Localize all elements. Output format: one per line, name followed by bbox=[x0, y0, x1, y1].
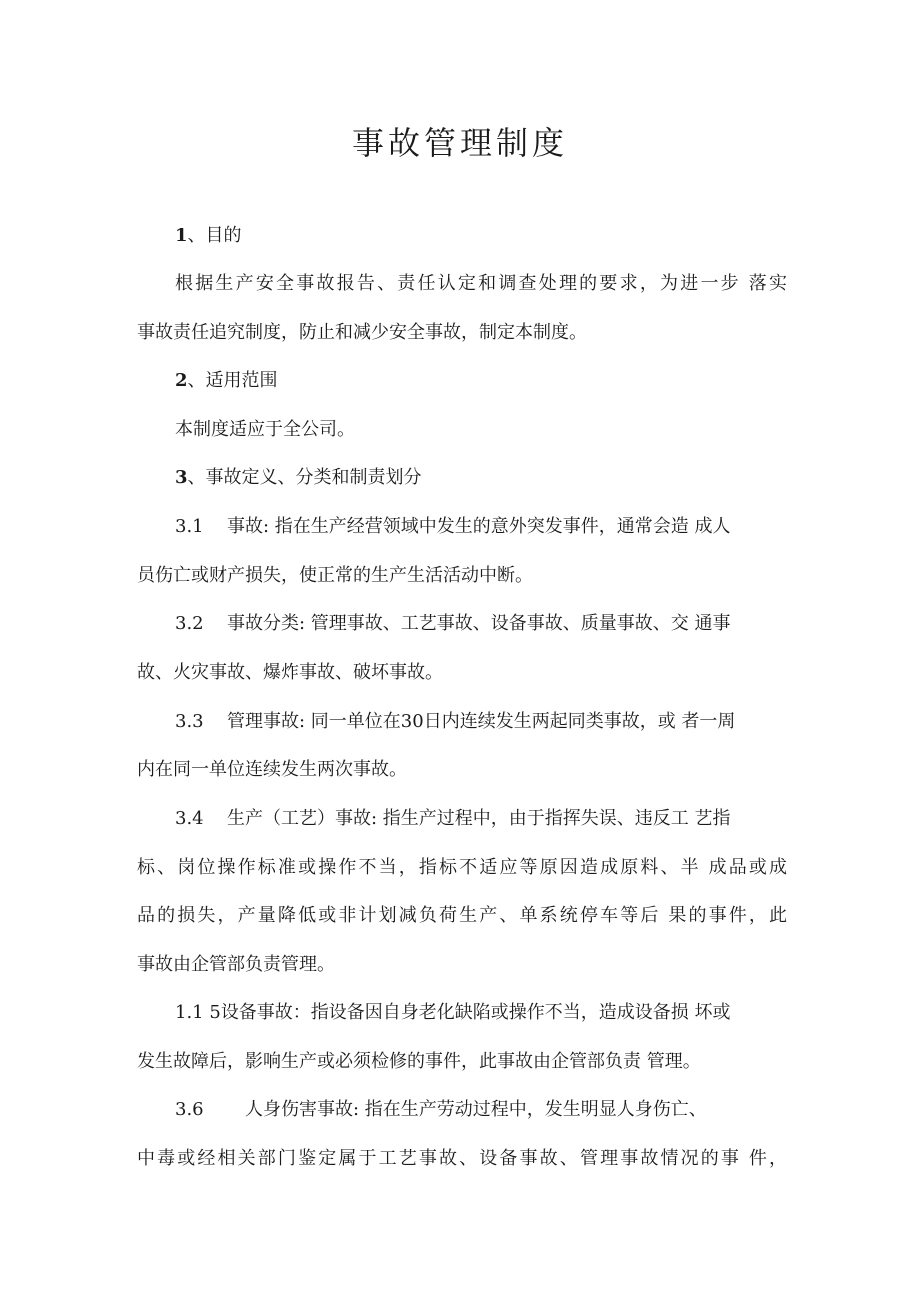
paragraph-line: 发生故障后，影响生产或必须检修的事件，此事故由企管部负责 管理。 bbox=[137, 1051, 701, 1072]
paragraph-line: 本制度适应于全公司。 bbox=[175, 419, 355, 440]
section-3-heading bbox=[175, 466, 825, 490]
paragraph-line: 事故由企管部负责管理。 bbox=[137, 954, 335, 975]
section-title: 、事故定义、分类和制责划分 bbox=[187, 467, 422, 488]
paragraph-line: 标、岗位操作标准或操作不当，指标不适应等原因造成原料、半 成品或成 bbox=[137, 857, 787, 878]
item-number: 3.2 bbox=[175, 613, 204, 634]
item-text: 人身伤害事故: 指在生产劳动过程中，发生明显人身伤亡、 bbox=[245, 1099, 707, 1120]
section-number: 2 bbox=[175, 370, 188, 391]
paragraph-line: 员伤亡或财产损失，使正常的生产生活活动中断。 bbox=[137, 565, 533, 586]
item-text: 设备事故：指设备因自身老化缺陷或操作不当，造成设备损 坏或 bbox=[220, 1002, 731, 1023]
item-text: 生产（工艺）事故: 指生产过程中，由于指挥失误、违反工 艺指 bbox=[227, 808, 731, 829]
item-number: 3.6 bbox=[175, 1099, 204, 1120]
item-3-6-line bbox=[175, 1098, 787, 1122]
item-number: 3.3 bbox=[175, 711, 204, 732]
item-3-4-line bbox=[175, 807, 787, 831]
page-title: 事故管理制度 bbox=[351, 124, 568, 162]
section-title: 、适用范围 bbox=[187, 370, 278, 391]
section-number: 1 bbox=[175, 225, 188, 246]
item-number: 3.1 bbox=[175, 516, 204, 537]
item-3-5-line bbox=[175, 1001, 787, 1025]
item-3-3-line bbox=[175, 710, 787, 734]
item-number: 3.4 bbox=[175, 808, 204, 829]
item-3-2-line bbox=[175, 612, 787, 636]
item-3-1-line bbox=[175, 515, 787, 539]
section-number: 3 bbox=[175, 467, 188, 488]
paragraph-line: 事故责任追究制度，防止和减少安全事故，制定本制度。 bbox=[137, 322, 587, 343]
item-number: 1.1 5 bbox=[175, 1002, 221, 1023]
section-2-heading bbox=[175, 369, 825, 393]
item-text: 事故分类: 管理事故、工艺事故、设备事故、质量事故、交 通事 bbox=[227, 613, 731, 634]
paragraph-line: 故、火灾事故、爆炸事故、破坏事故。 bbox=[137, 662, 443, 683]
paragraph-line: 品的损失，产量降低或非计划减负荷生产、单系统停车等后 果的事件，此 bbox=[137, 905, 787, 926]
section-1-heading bbox=[175, 224, 825, 248]
paragraph-line: 内在同一单位连续发生两次事故。 bbox=[137, 759, 407, 780]
section-title: 、目的 bbox=[187, 225, 242, 246]
item-text: 管理事故: 同一单位在30日内连续发生两起同类事故，或 者一周 bbox=[227, 711, 736, 732]
item-text: 事故: 指在生产经营领域中发生的意外突发事件，通常会造 成人 bbox=[227, 516, 731, 537]
paragraph-line: 中毒或经相关部门鉴定属于工艺事故、设备事故、管理事故情况的事 件， bbox=[137, 1148, 787, 1169]
paragraph-line: 根据生产安全事故报告、责任认定和调查处理的要求，为进一步 落实 bbox=[175, 273, 787, 294]
